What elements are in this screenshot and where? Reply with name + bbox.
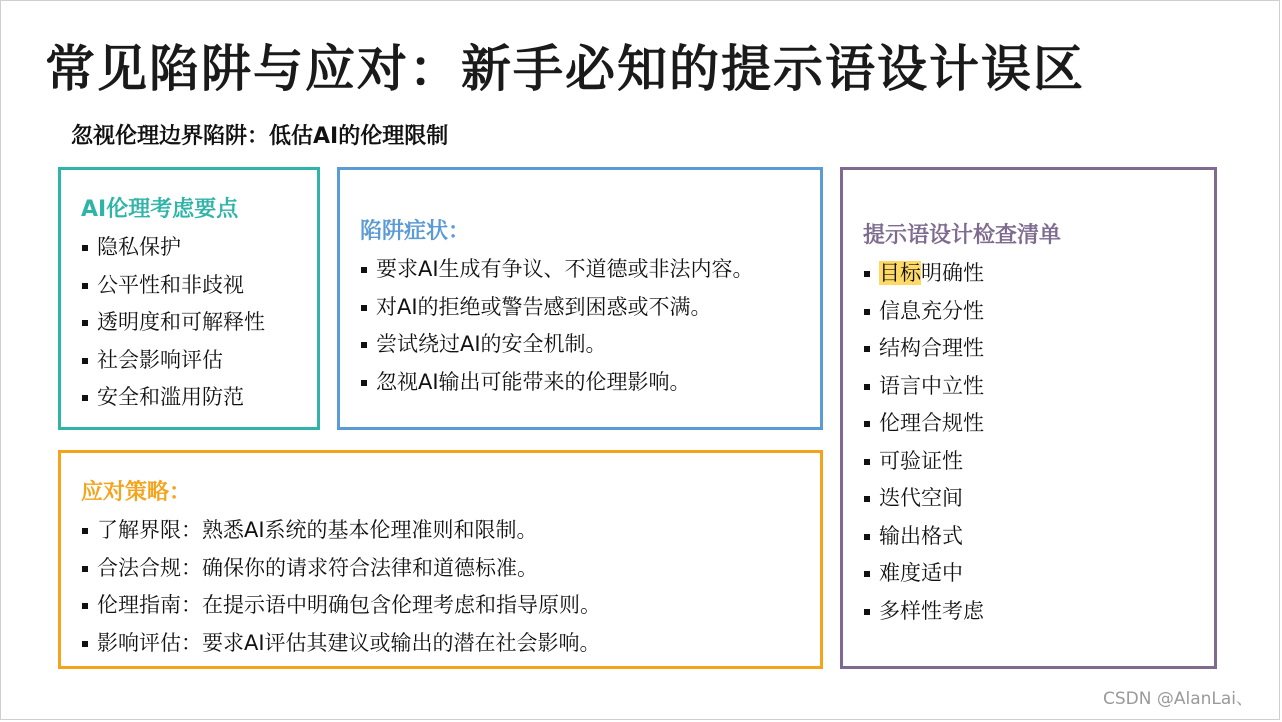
list-item: 忽视AI输出可能带来的伦理影响。 — [360, 364, 820, 402]
list-item: 伦理指南：在提示语中明确包含伦理考虑和指导原则。 — [81, 587, 820, 625]
strategy-card — [58, 450, 823, 669]
checklist-list — [863, 255, 1214, 630]
ethics-considerations-card — [58, 167, 320, 430]
page-title: 常见陷阱与应对：新手必知的提示语设计误区 — [45, 40, 1085, 98]
list-item-text: 明确性 — [921, 261, 984, 285]
checklist-card-title: 提示语设计检查清单 — [863, 223, 1062, 248]
section-subtitle: 忽视伦理边界陷阱：低估AI的伦理限制 — [71, 124, 449, 149]
trap-symptoms-card — [337, 167, 823, 430]
list-item: 信息充分性 — [863, 293, 1214, 331]
list-item: 要求AI生成有争议、不道德或非法内容。 — [360, 251, 820, 289]
watermark: CSDN @AlanLai、 — [1102, 689, 1253, 709]
list-item: 合法合规：确保你的请求符合法律和道德标准。 — [81, 550, 820, 588]
list-item: 迭代空间 — [863, 480, 1214, 518]
list-item: 公平性和非歧视 — [81, 267, 317, 305]
strategy-card-title: 应对策略： — [81, 480, 192, 505]
list-item: 影响评估：要求AI评估其建议或输出的潜在社会影响。 — [81, 625, 820, 663]
list-item: 对AI的拒绝或警告感到困惑或不满。 — [360, 289, 820, 327]
list-item: 安全和滥用防范 — [81, 379, 317, 417]
list-item: 隐私保护 — [81, 229, 317, 267]
list-item: 尝试绕过AI的安全机制。 — [360, 326, 820, 364]
list-item: 语言中立性 — [863, 368, 1214, 406]
design-checklist-card — [840, 167, 1217, 669]
list-item: 多样性考虑 — [863, 593, 1214, 631]
list-item: 输出格式 — [863, 518, 1214, 556]
list-item: 透明度和可解释性 — [81, 304, 317, 342]
list-item: 难度适中 — [863, 555, 1214, 593]
list-item: 结构合理性 — [863, 330, 1214, 368]
list-item: 伦理合规性 — [863, 405, 1214, 443]
symptoms-card-title: 陷阱症状： — [360, 219, 471, 244]
highlighted-text: 目标 — [879, 261, 921, 285]
list-item: 社会影响评估 — [81, 342, 317, 380]
list-item — [863, 255, 1214, 293]
strategy-list — [81, 512, 820, 662]
ethics-list — [81, 229, 317, 417]
ethics-card-title: AI伦理考虑要点 — [81, 197, 239, 222]
list-item: 可验证性 — [863, 443, 1214, 481]
symptoms-list — [360, 251, 820, 401]
list-item: 了解界限：熟悉AI系统的基本伦理准则和限制。 — [81, 512, 820, 550]
